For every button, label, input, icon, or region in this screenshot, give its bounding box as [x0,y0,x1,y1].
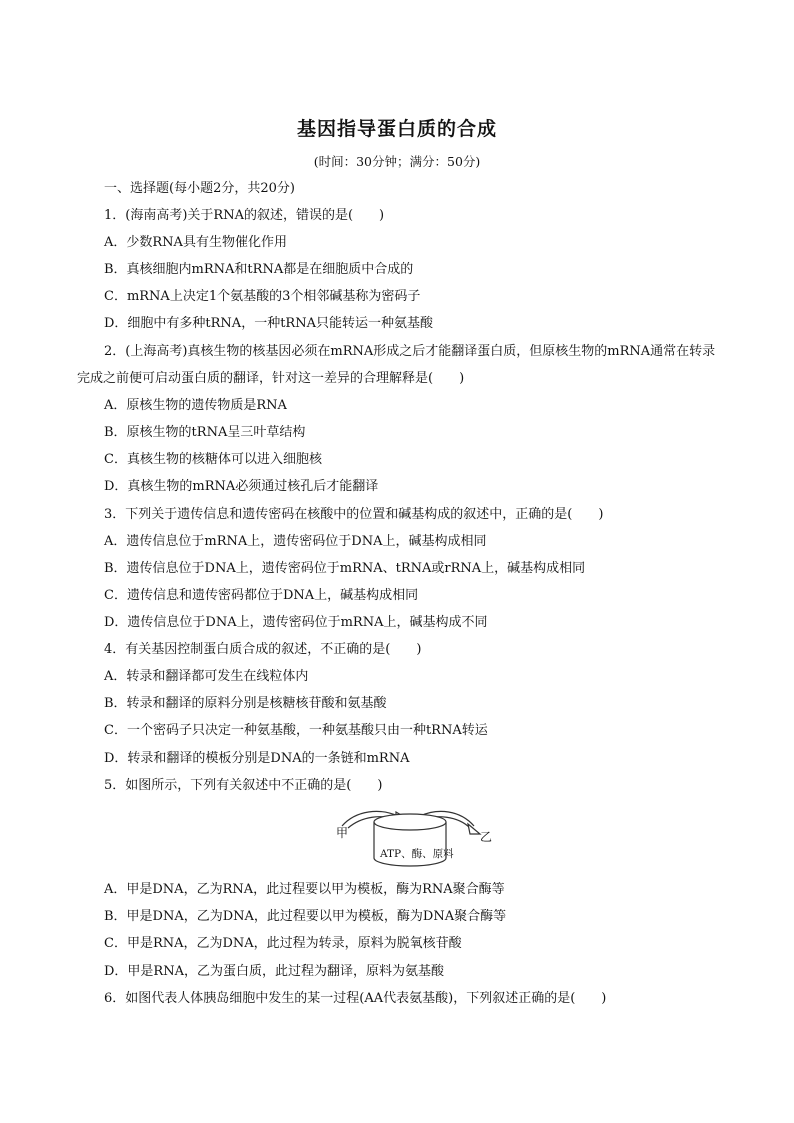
question-4-option-b: B．转录和翻译的原料分别是核糖核苷酸和氨基酸 [104,696,387,711]
question-1-option-c: C．mRNA上决定1个氨基酸的3个相邻碱基称为密码子 [104,289,421,304]
question-5-option-b: B．甲是DNA，乙为DNA，此过程要以甲为模板，酶为DNA聚合酶等 [104,909,507,924]
question-4-option-d: D．转录和翻译的模板分别是DNA的一条链和mRNA [104,751,410,766]
figure-label-right: 乙 [480,830,493,844]
question-1-option-b: B．真核细胞内mRNA和tRNA都是在细胞质中合成的 [104,262,414,277]
question-2-option-c: C．真核生物的核糖体可以进入细胞核 [104,452,322,467]
question-3-option-b: B．遗传信息位于DNA上，遗传密码位于mRNA、tRNA或rRNA上，碱基构成相同 [104,561,586,576]
page-subtitle: (时间：30分钟；满分：50分) [313,154,481,169]
section-heading: 一、选择题(每小题2分，共20分) [104,181,295,196]
question-2-option-b: B．原核生物的tRNA呈三叶草结构 [104,425,306,440]
question-2-option-a: A．原核生物的遗传物质是RNA [104,398,287,413]
question-3-option-c: C．遗传信息和遗传密码都位于DNA上，碱基构成相同 [104,588,419,603]
question-3-option-a: A．遗传信息位于mRNA上，遗传密码位于DNA上，碱基构成相同 [104,534,487,549]
figure-label-left: 甲 [336,826,349,840]
question-5-option-a: A．甲是DNA，乙为RNA，此过程要以甲为模板，酶为RNA聚合酶等 [104,882,505,897]
figure-label-center: ATP、酶、原料 [380,848,454,860]
question-6-stem: 6．如图代表人体胰岛细胞中发生的某一过程(AA代表氨基酸)，下列叙述正确的是( ) [104,991,607,1006]
question-3-option-d: D．遗传信息位于DNA上，遗传密码位于mRNA上，碱基构成不同 [104,615,488,630]
question-5-option-d: D．甲是RNA，乙为蛋白质，此过程为翻译，原料为氨基酸 [104,964,444,979]
question-2-stem: 2．(上海高考)真核生物的核基因必须在mRNA形成之后才能翻译蛋白质，但原核生物的mRNA通常在转录完成之前便可启动蛋白质的翻译，针对这一差异的合理解释是( ) [77,344,716,386]
question-1-option-d: D．细胞中有多种tRNA，一种tRNA只能转运一种氨基酸 [104,316,433,331]
question-5-option-c: C．甲是RNA，乙为DNA，此过程为转录，原料为脱氧核苷酸 [104,936,462,951]
question-5-stem: 5．如图所示，下列有关叙述中不正确的是( ) [104,778,383,793]
question-1-stem: 1．(海南高考)关于RNA的叙述，错误的是( ) [104,208,385,223]
question-2-option-d: D．真核生物的mRNA必须通过核孔后才能翻译 [104,479,379,494]
page-title: 基因指导蛋白质的合成 [296,118,497,140]
process-diagram [320,804,500,870]
question-4-option-c: C．一个密码子只决定一种氨基酸，一种氨基酸只由一种tRNA转运 [104,723,488,738]
question-4-stem: 4．有关基因控制蛋白质合成的叙述，不正确的是( ) [104,642,422,657]
question-3-stem: 3．下列关于遗传信息和遗传密码在核酸中的位置和碱基构成的叙述中，正确的是( ) [104,507,604,522]
question-1-option-a: A．少数RNA具有生物催化作用 [104,235,287,250]
question-4-option-a: A．转录和翻译都可发生在线粒体内 [104,669,309,684]
